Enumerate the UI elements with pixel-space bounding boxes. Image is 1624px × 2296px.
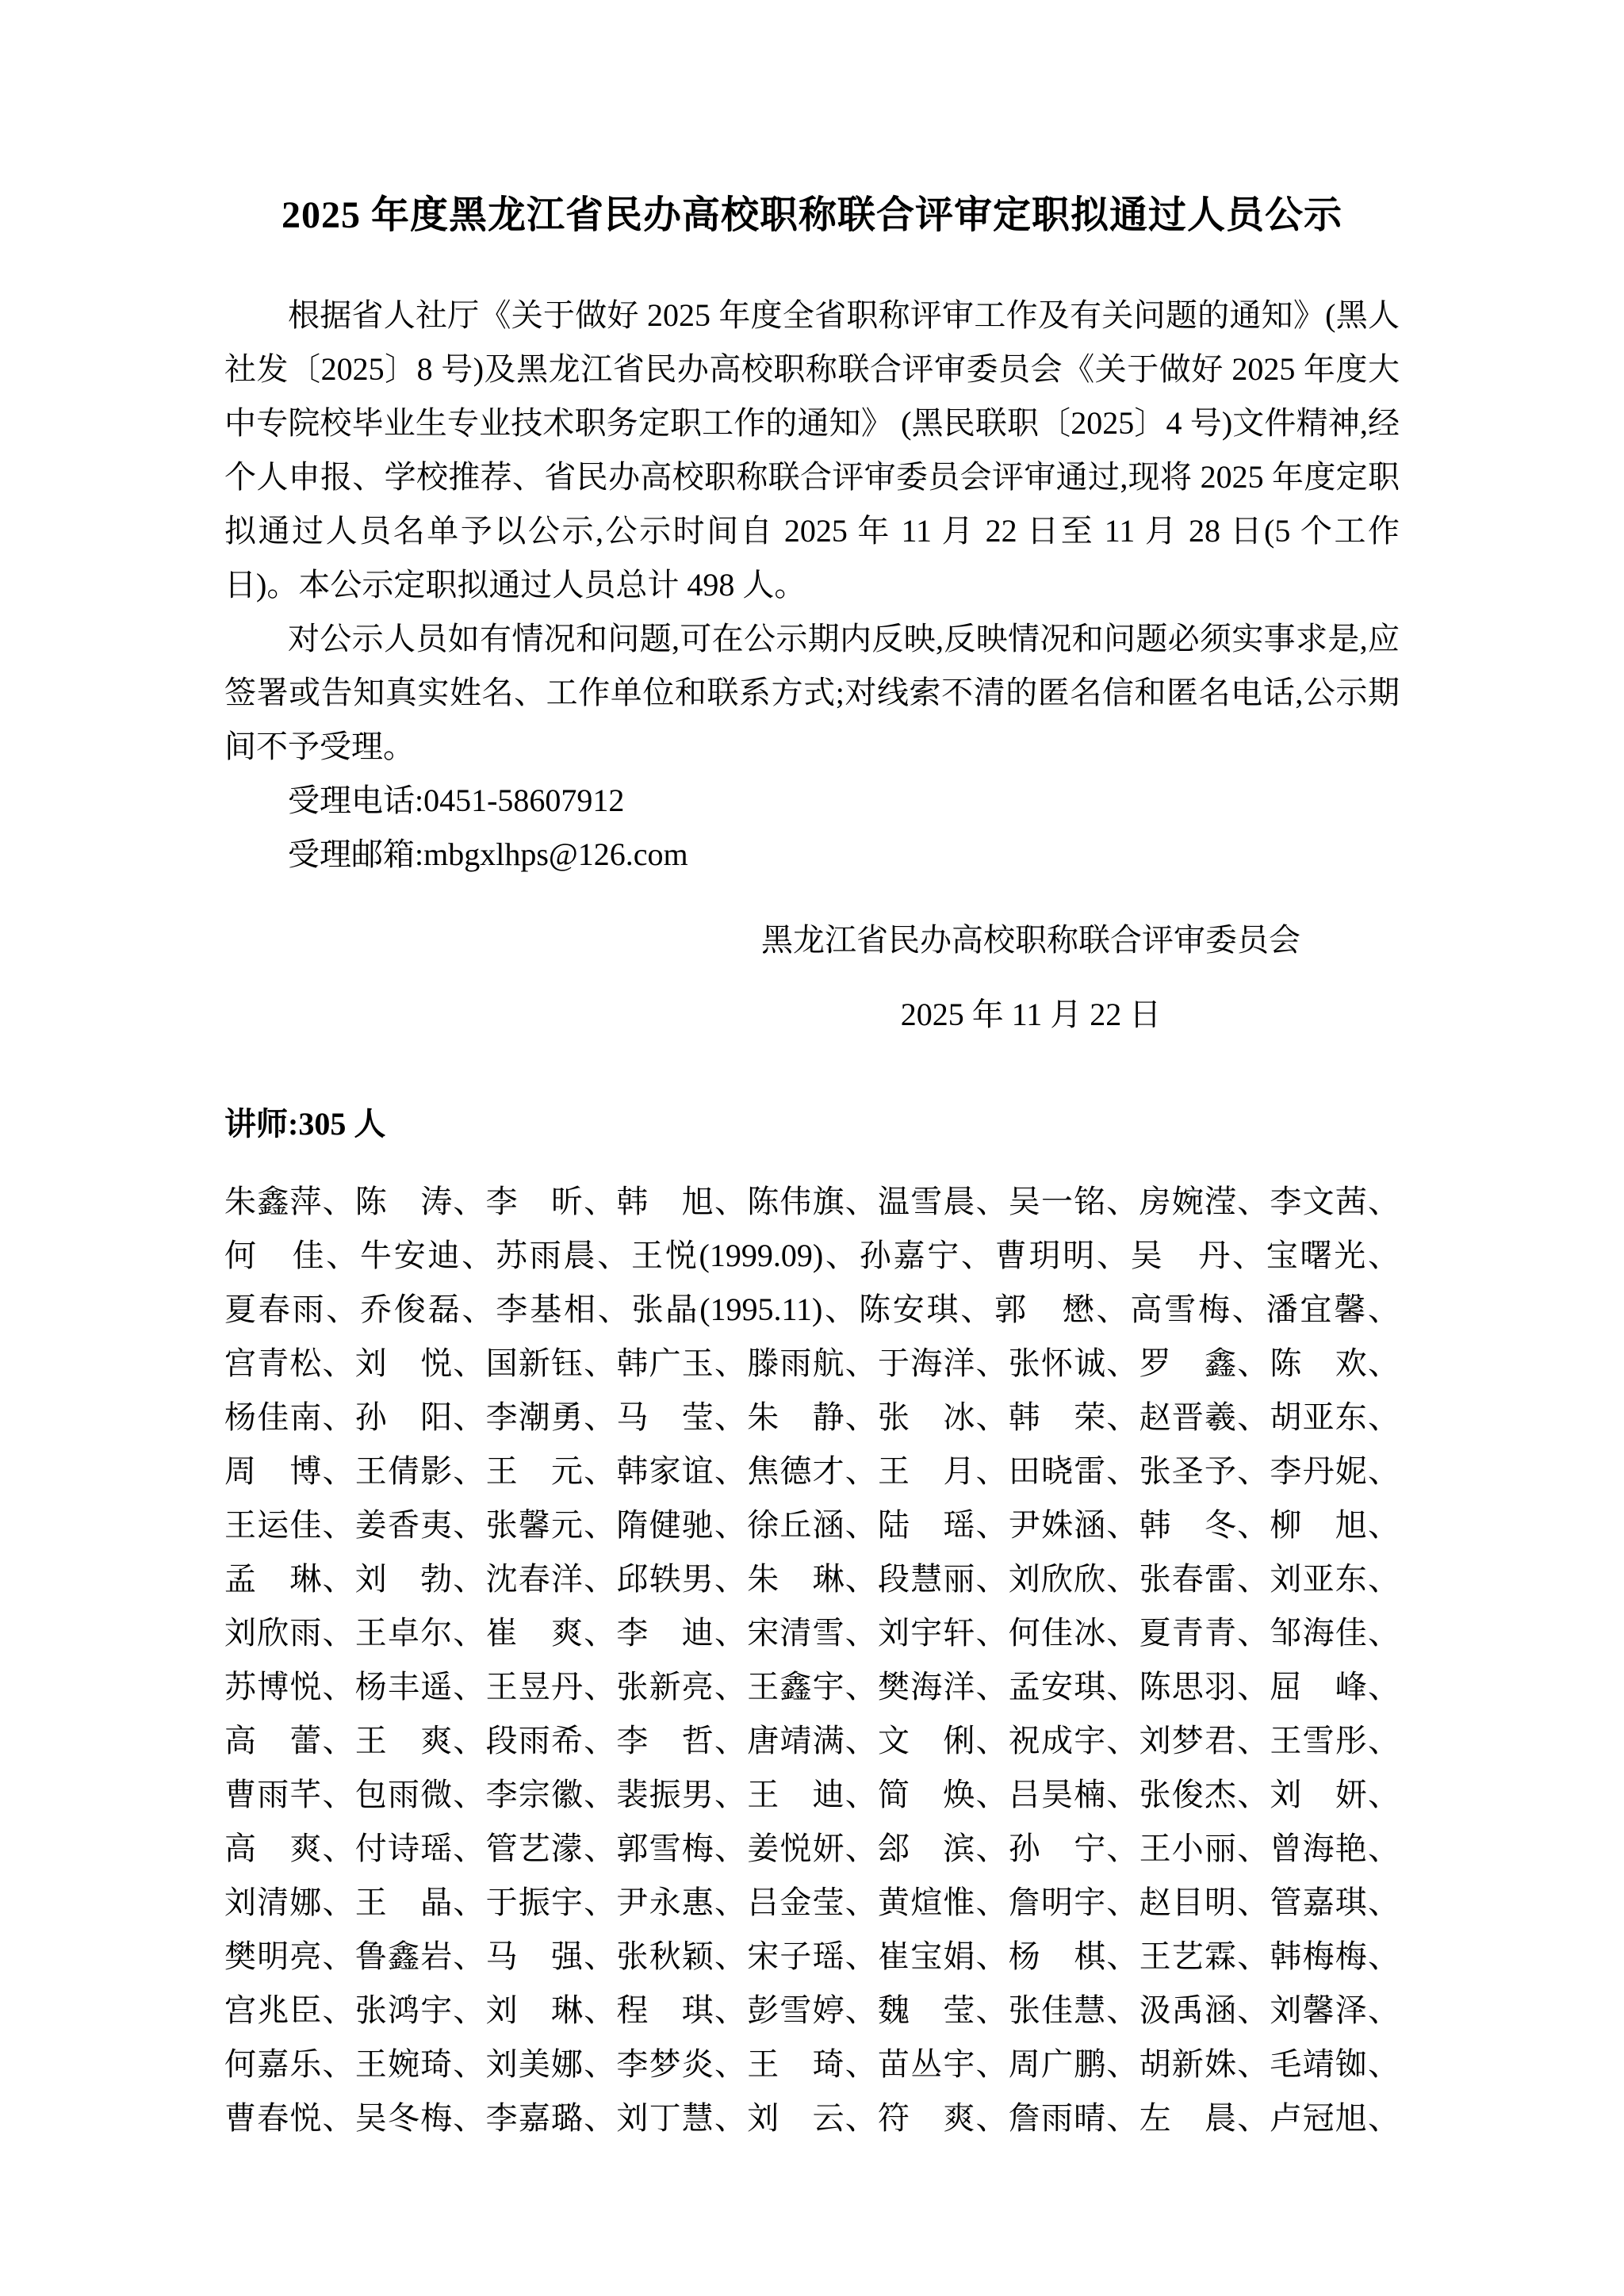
section-heading: 讲师:305 人: [224, 1106, 386, 1142]
email-line: 受理邮箱:mbgxlhps@126.com: [288, 836, 688, 872]
name-line: 何嘉乐、王婉琦、刘美娜、李梦炎、王 琦、苗丛宇、周广鹏、胡新姝、毛靖铷、: [224, 2046, 1400, 2082]
committee-name: 黑龙江省民办高校职称联合评审委员会: [761, 922, 1300, 958]
intro-paragraph: 根据省人社厅《关于做好 2025 年度全省职称评审工作及有关问题的通知》(黑人社发〔2025〕8 号)及黑龙江省民办高校职称联合评审委员会《关于做好 2025 年度大中专院校毕业生专业技术职务定职工作的通知》 (黑民联职〔2025〕4 号)文件精神,经个人申报、学校推荐、省民办高校职称联合评审委员会评审通过,现将 2025 年度定职拟通过人员名单予以公示,公示时间自 2025 年 11 月 22 日至 11 月 28 日(5 个工作日)。本公示定职拟通过人员总计 498 人。: [224, 297, 1400, 603]
name-line: 何 佳、牛安迪、苏雨晨、王悦(1999.09)、孙嘉宁、曹玥明、吴 丹、宝曙光、: [224, 1238, 1400, 1273]
name-line: 高 蕾、王 爽、段雨希、李 哲、唐靖满、文 俐、祝成宇、刘梦君、王雪彤、: [224, 1723, 1400, 1758]
name-line: 曹春悦、吴冬梅、李嘉璐、刘丁慧、刘 云、符 爽、詹雨晴、左 晨、卢冠旭、: [224, 2100, 1400, 2136]
name-line: 杨佳南、孙 阳、李潮勇、马 莹、朱 静、张 冰、韩 荣、赵晋羲、胡亚东、: [224, 1399, 1400, 1435]
name-line: 高 爽、付诗瑶、管艺濛、郭雪梅、姜悦妍、郐 滨、孙 宁、王小丽、曾海艳、: [224, 1831, 1400, 1866]
document-title: 2025 年度黑龙江省民办高校职称联合评审定职拟通过人员公示: [281, 194, 1342, 236]
name-list: [224, 1175, 1400, 2145]
name-line: 曹雨芊、包雨微、李宗徽、裴振男、王 迪、简 焕、吕昊楠、张俊杰、刘 妍、: [224, 1777, 1400, 1812]
name-line: 刘欣雨、王卓尔、崔 爽、李 迪、宋清雪、刘宇轩、何佳冰、夏青青、邹海佳、: [224, 1615, 1400, 1651]
feedback-paragraph: 对公示人员如有情况和问题,可在公示期内反映,反映情况和问题必须实事求是,应签署或告知真实姓名、工作单位和联系方式;对线索不清的匿名信和匿名电话,公示期间不予受理。: [224, 621, 1400, 764]
name-line: 周 博、王倩影、王 元、韩家谊、焦德才、王 月、田晓雷、张圣予、李丹妮、: [224, 1453, 1400, 1489]
name-line: 刘清娜、王 晶、于振宇、尹永惠、吕金莹、黄煊惟、詹明宇、赵目明、管嘉琪、: [224, 1885, 1400, 1920]
name-line: 夏春雨、乔俊磊、李基相、张晶(1995.11)、陈安琪、郭 懋、高雪梅、潘宜馨、: [224, 1292, 1400, 1327]
name-line: 苏博悦、杨丰遥、王昱丹、张新亮、王鑫宇、樊海洋、孟安琪、陈思羽、屈 峰、: [224, 1669, 1400, 1705]
phone-line: 受理电话:0451-58607912: [288, 783, 625, 818]
name-line: 孟 琳、刘 勃、沈春洋、邱轶男、朱 琳、段慧丽、刘欣欣、张春雷、刘亚东、: [224, 1561, 1400, 1597]
name-line: 王运佳、姜香夷、张馨元、隋健驰、徐丘涵、陆 瑶、尹姝涵、韩 冬、柳 旭、: [224, 1507, 1400, 1543]
signature-date: 2025 年 11 月 22 日: [900, 997, 1162, 1032]
name-line: 宫青松、刘 悦、国新钰、韩广玉、滕雨航、于海洋、张怀诚、罗 鑫、陈 欢、: [224, 1345, 1400, 1381]
signature-block: [662, 913, 1400, 1042]
name-line: 樊明亮、鲁鑫岩、马 强、张秋颖、宋子瑶、崔宝娟、杨 棋、王艺霖、韩梅梅、: [224, 1938, 1400, 1974]
name-line: 朱鑫萍、陈 涛、李 昕、韩 旭、陈伟旗、温雪晨、吴一铭、房婉滢、李文茜、: [224, 1184, 1400, 1219]
name-line: 宫兆臣、张鸿宇、刘 琳、程 琪、彭雪婷、魏 莹、张佳慧、汲禹涵、刘馨泽、: [224, 1992, 1400, 2028]
